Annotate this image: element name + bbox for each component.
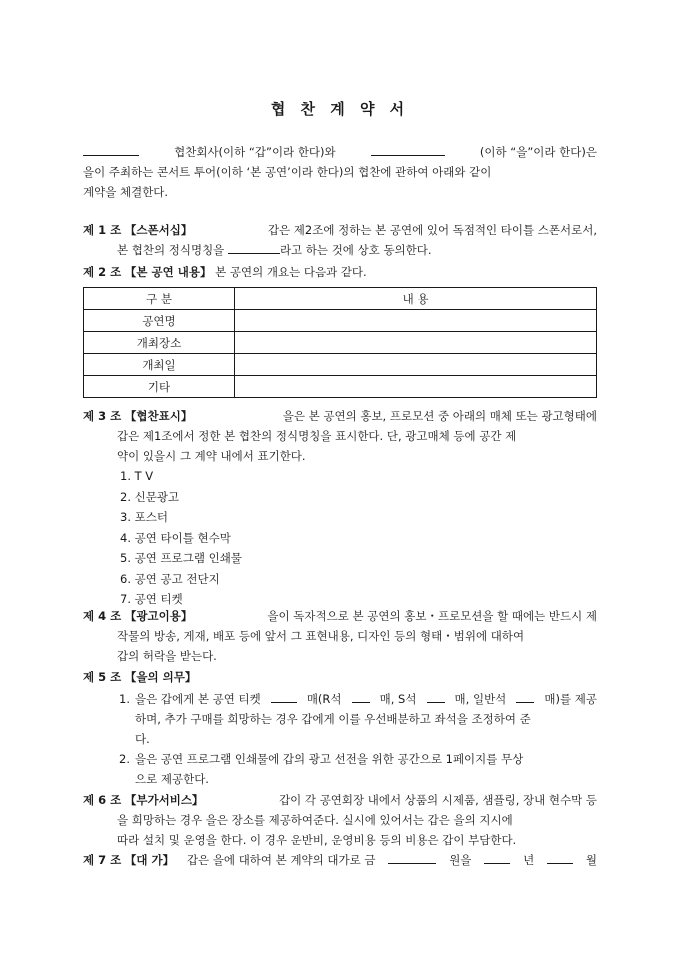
table-row-label: 기타 <box>84 376 235 398</box>
article-6-text2: 을 희망하는 경우 을은 장소를 제공하여준다. 실시에 있어서는 갑은 을의 지시에 <box>117 813 513 827</box>
article-1-text2b: 라고 하는 것에 상호 동의한다. <box>279 243 432 257</box>
item1-line2: 하며, 추가 구매를 희망하는 경우 갑에게 이를 우선배분하고 좌석을 조정하여 준 <box>135 712 531 726</box>
article-4-label: 제 4 조 <box>83 609 122 623</box>
article-4-text3: 갑의 허락을 받는다. <box>117 649 217 663</box>
document-title: 협 찬 계 약 서 <box>270 100 410 118</box>
month-blank[interactable] <box>547 851 573 864</box>
table-header-content: 내 용 <box>235 288 597 310</box>
article-4-heading: 【광고이용】 <box>124 609 193 623</box>
table-header-category: 구 분 <box>84 288 235 310</box>
table-row-label: 개최일 <box>84 354 235 376</box>
s-seat-blank[interactable] <box>427 690 445 703</box>
article-5 <box>83 667 597 687</box>
article-2-heading: 【본 공연 내용】 <box>124 265 212 279</box>
list-item: 3. 포스터 <box>120 510 168 524</box>
table-row <box>84 332 597 354</box>
article-4-text1: 을이 독자적으로 본 공연의 홍보・프로모션을 할 때에는 반드시 제 <box>267 609 597 623</box>
list-item: 6. 공연 공고 전단지 <box>120 571 220 586</box>
sponsor-name-blank[interactable] <box>83 143 139 156</box>
item1-text-b: 매(R석 <box>306 692 342 706</box>
table-cell-value[interactable] <box>235 376 597 398</box>
article-5-item-1 <box>119 689 597 749</box>
article-2-text: 본 공연의 개요는 다음과 같다. <box>215 265 367 279</box>
list-item: 2. 신문광고 <box>120 489 180 504</box>
item1-text-a: 을은 갑에게 본 공연 티켓 <box>135 692 261 706</box>
item-number: 1. <box>119 692 130 706</box>
list-item: 4. 공연 타이틀 현수막 <box>120 530 231 545</box>
table-row-label: 공연명 <box>84 310 235 332</box>
article-7-text-a: 갑은 을에 대하여 본 계약의 대가로 금 <box>186 853 376 867</box>
article-3-text1: 을은 본 공연의 홍보, 프로모션 중 아래의 매체 또는 광고형태에 <box>282 409 597 423</box>
article-7-heading: 【대 가】 <box>124 853 175 867</box>
article-3-heading: 【협찬표시】 <box>124 409 193 423</box>
article-5-item-2 <box>119 749 597 789</box>
list-item: 7. 공연 티켓 <box>120 592 183 606</box>
intro-part1: 협찬회사(이하 “갑”이라 한다)와 <box>174 145 336 159</box>
year-blank[interactable] <box>484 851 510 864</box>
article-6 <box>83 790 597 850</box>
article-3 <box>83 406 597 466</box>
article-1-text1: 갑은 제2조에 정하는 본 공연에 있어 독점적인 타이틀 스폰서로서, <box>267 223 597 237</box>
article-6-text1: 갑이 각 공연회장 내에서 상품의 시제품, 샘플링, 장내 현수막 등 <box>279 793 597 807</box>
article-4-text2: 작물의 방송, 게재, 배포 등에 앞서 그 표현내용, 디자인 등의 형태・범위에 대하여 <box>117 629 525 643</box>
article-1-label: 제 1 조 <box>83 223 122 237</box>
general-seat-blank[interactable] <box>516 690 534 703</box>
official-name-blank[interactable] <box>228 241 280 254</box>
article-1-text2a: 본 협찬의 정식명칭을 <box>117 243 225 257</box>
article-7-text-c: 년 <box>523 853 535 867</box>
article-2-label: 제 2 조 <box>83 265 122 279</box>
table-header-row <box>84 288 597 310</box>
item1-text-e: 매)를 제공 <box>544 692 597 706</box>
item1-line3: 다. <box>135 732 150 746</box>
organizer-name-blank[interactable] <box>371 143 445 156</box>
media-list <box>120 466 242 610</box>
performance-info-table <box>83 287 597 398</box>
list-item: 1. T V <box>120 469 154 483</box>
article-3-label: 제 3 조 <box>83 409 122 423</box>
table-row-label: 개최장소 <box>84 332 235 354</box>
article-5-label: 제 5 조 <box>83 670 122 684</box>
article-7-text-d: 월 <box>585 853 597 867</box>
item1-text-d: 매, 일반석 <box>454 692 507 706</box>
list-item: 5. 공연 프로그램 인쇄물 <box>120 551 242 565</box>
table-cell-value[interactable] <box>235 310 597 332</box>
article-1-heading: 【스폰서십】 <box>124 223 193 237</box>
table-cell-value[interactable] <box>235 354 597 376</box>
ticket-total-blank[interactable] <box>271 690 297 703</box>
table-row <box>84 376 597 398</box>
intro-part2: (이하 “을”이라 한다)은 <box>479 145 597 159</box>
item1-text-c: 매, S석 <box>379 692 417 706</box>
article-7-label: 제 7 조 <box>83 853 122 867</box>
article-4 <box>83 606 597 666</box>
item2-line1: 을은 공연 프로그램 인쇄물에 갑의 광고 선전을 위한 공간으로 1페이지를 무상 <box>135 752 524 766</box>
article-7-text-b: 원을 <box>449 853 472 867</box>
article-3-text3: 약이 있을시 그 계약 내에서 표기한다. <box>117 449 306 463</box>
intro-paragraph <box>83 142 597 202</box>
article-1 <box>83 220 597 260</box>
article-7 <box>83 850 597 870</box>
table-row <box>84 310 597 332</box>
item-number: 2. <box>119 752 130 766</box>
article-5-heading: 【을의 의무】 <box>124 670 197 684</box>
article-3-text2: 갑은 제1조에서 정한 본 협찬의 정식명칭을 표시한다. 단, 광고매체 등에 공간 제 <box>117 429 517 443</box>
article-6-text3: 따라 설치 및 운영을 한다. 이 경우 운반비, 운영비용 등의 비용은 갑이 부담한다. <box>117 833 517 847</box>
intro-line2: 을이 주최하는 콘서트 투어(이하 ‘본 공연’이라 한다)의 협찬에 관하여 아래와 같이 <box>83 165 492 179</box>
table-cell-value[interactable] <box>235 332 597 354</box>
item2-line2: 으로 제공한다. <box>135 772 209 786</box>
table-row <box>84 354 597 376</box>
r-seat-blank[interactable] <box>352 690 370 703</box>
article-6-label: 제 6 조 <box>83 793 122 807</box>
article-2 <box>83 262 597 282</box>
article-6-heading: 【부가서비스】 <box>124 793 204 807</box>
intro-line3: 계약을 체결한다. <box>83 185 169 199</box>
amount-blank[interactable] <box>388 851 436 864</box>
